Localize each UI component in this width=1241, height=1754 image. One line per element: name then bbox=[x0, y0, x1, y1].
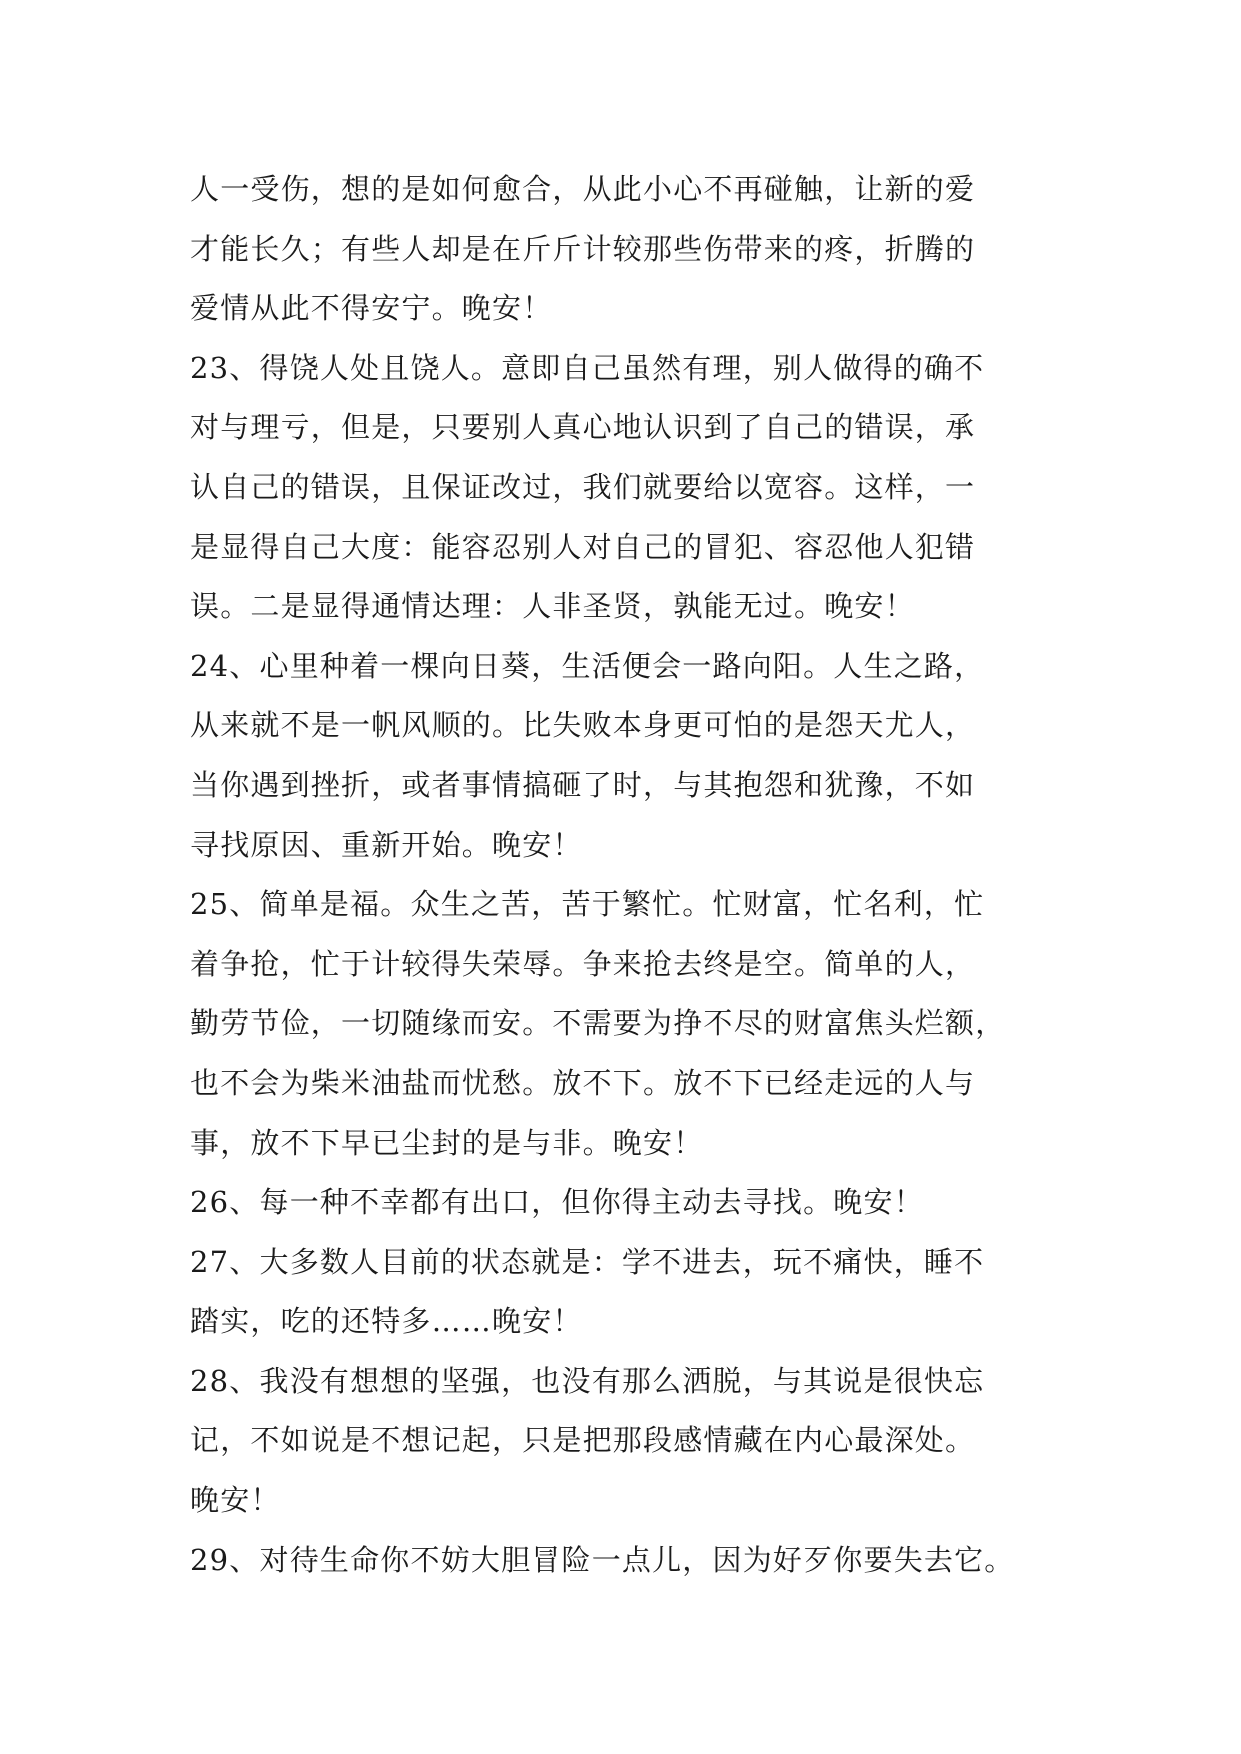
text-line: 勤劳节俭，一切随缘而安。不需要为挣不尽的财富焦头烂额， bbox=[190, 1006, 1006, 1041]
text-line: 踏实，吃的还特多……晚安！ bbox=[190, 1304, 583, 1339]
text-line: 爱情从此不得安宁。晚安！ bbox=[190, 291, 553, 326]
text-line: 当你遇到挫折，或者事情搞砸了时，与其抱怨和犹豫，不如 bbox=[190, 767, 976, 802]
text-line: 认自己的错误，且保证改过，我们就要给以宽容。这样，一 bbox=[190, 469, 976, 504]
text-line: 从来就不是一帆风顺的。比失败本身更可怕的是怨天尤人， bbox=[190, 708, 976, 743]
text-line: 27、大多数人目前的状态就是：学不进去，玩不痛快，睡不 bbox=[190, 1244, 985, 1279]
text-line: 24、心里种着一棵向日葵，生活便会一路向阳。人生之路， bbox=[190, 648, 985, 683]
text-line: 记，不如说是不想记起，只是把那段感情藏在内心最深处。 bbox=[190, 1423, 976, 1458]
text-line: 寻找原因、重新开始。晚安！ bbox=[190, 827, 583, 862]
text-line: 28、我没有想想的坚强，也没有那么洒脱，与其说是很快忘 bbox=[190, 1363, 985, 1398]
text-line: 事，放不下早已尘封的是与非。晚安！ bbox=[190, 1125, 704, 1160]
document-page bbox=[190, 160, 1070, 1590]
text-line: 对与理亏，但是，只要别人真心地认识到了自己的错误，承 bbox=[190, 410, 976, 445]
text-line: 29、对待生命你不妨大胆冒险一点儿，因为好歹你要失去它。 bbox=[190, 1542, 1015, 1577]
text-line: 23、得饶人处且饶人。意即自己虽然有理，别人做得的确不 bbox=[190, 350, 985, 385]
text-line: 晚安！ bbox=[190, 1483, 281, 1518]
text-line: 着争抢，忙于计较得失荣辱。争来抢去终是空。简单的人， bbox=[190, 946, 976, 981]
text-line: 误。二是显得通情达理：人非圣贤，孰能无过。晚安！ bbox=[190, 589, 915, 624]
text-line: 也不会为柴米油盐而忧愁。放不下。放不下已经走远的人与 bbox=[190, 1065, 976, 1100]
text-line: 是显得自己大度：能容忍别人对自己的冒犯、容忍他人犯错 bbox=[190, 529, 976, 564]
text-line: 才能长久；有些人却是在斤斤计较那些伤带来的疼，折腾的 bbox=[190, 231, 976, 266]
text-line: 25、简单是福。众生之苦，苦于繁忙。忙财富，忙名利，忙 bbox=[190, 887, 985, 922]
text-line: 26、每一种不幸都有出口，但你得主动去寻找。晚安！ bbox=[190, 1185, 924, 1220]
text-line: 人一受伤，想的是如何愈合，从此小心不再碰触，让新的爱 bbox=[190, 172, 976, 206]
